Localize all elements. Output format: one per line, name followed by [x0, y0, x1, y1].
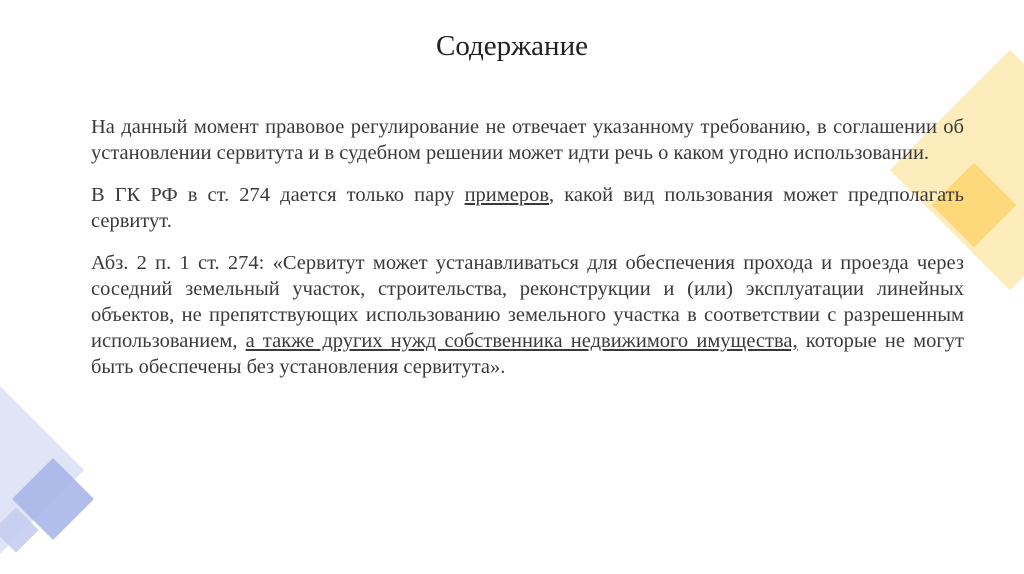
underlined-phrase: а также других нужд собственника недвижимого имущества, [245, 330, 798, 352]
paragraph-2 [91, 182, 964, 234]
paragraph-3-text-end: которые не могут быть обеспечены без установления сервитута». [91, 330, 964, 378]
examples-link[interactable]: примеров [464, 184, 550, 206]
paragraph-3 [91, 250, 964, 380]
paragraph-2-text-start: В ГК РФ в ст. 274 дается только пару [91, 184, 465, 206]
slide-title: Содержание [436, 30, 588, 62]
paragraph-3-text-start: Абз. 2 п. 1 ст. 274: «Сервитут может устанавливаться для обеспечения прохода и проезда через соседний земельный участок, строительства, реконструкции и (или) эксплуатации линейных объектов, не препятствующих использованию земельного участка в соответствии с разрешенным использованием, [91, 252, 964, 352]
paragraph-1: На данный момент правовое регулирование не отвечает указанному требованию, в соглашении об установлении сервитута и в судебном решении может идти речь о каком угодно использовании. [91, 116, 964, 164]
paragraph-2-text-end: , какой вид пользования может предполагать сервитут. [91, 184, 964, 232]
slide-body [91, 114, 964, 396]
